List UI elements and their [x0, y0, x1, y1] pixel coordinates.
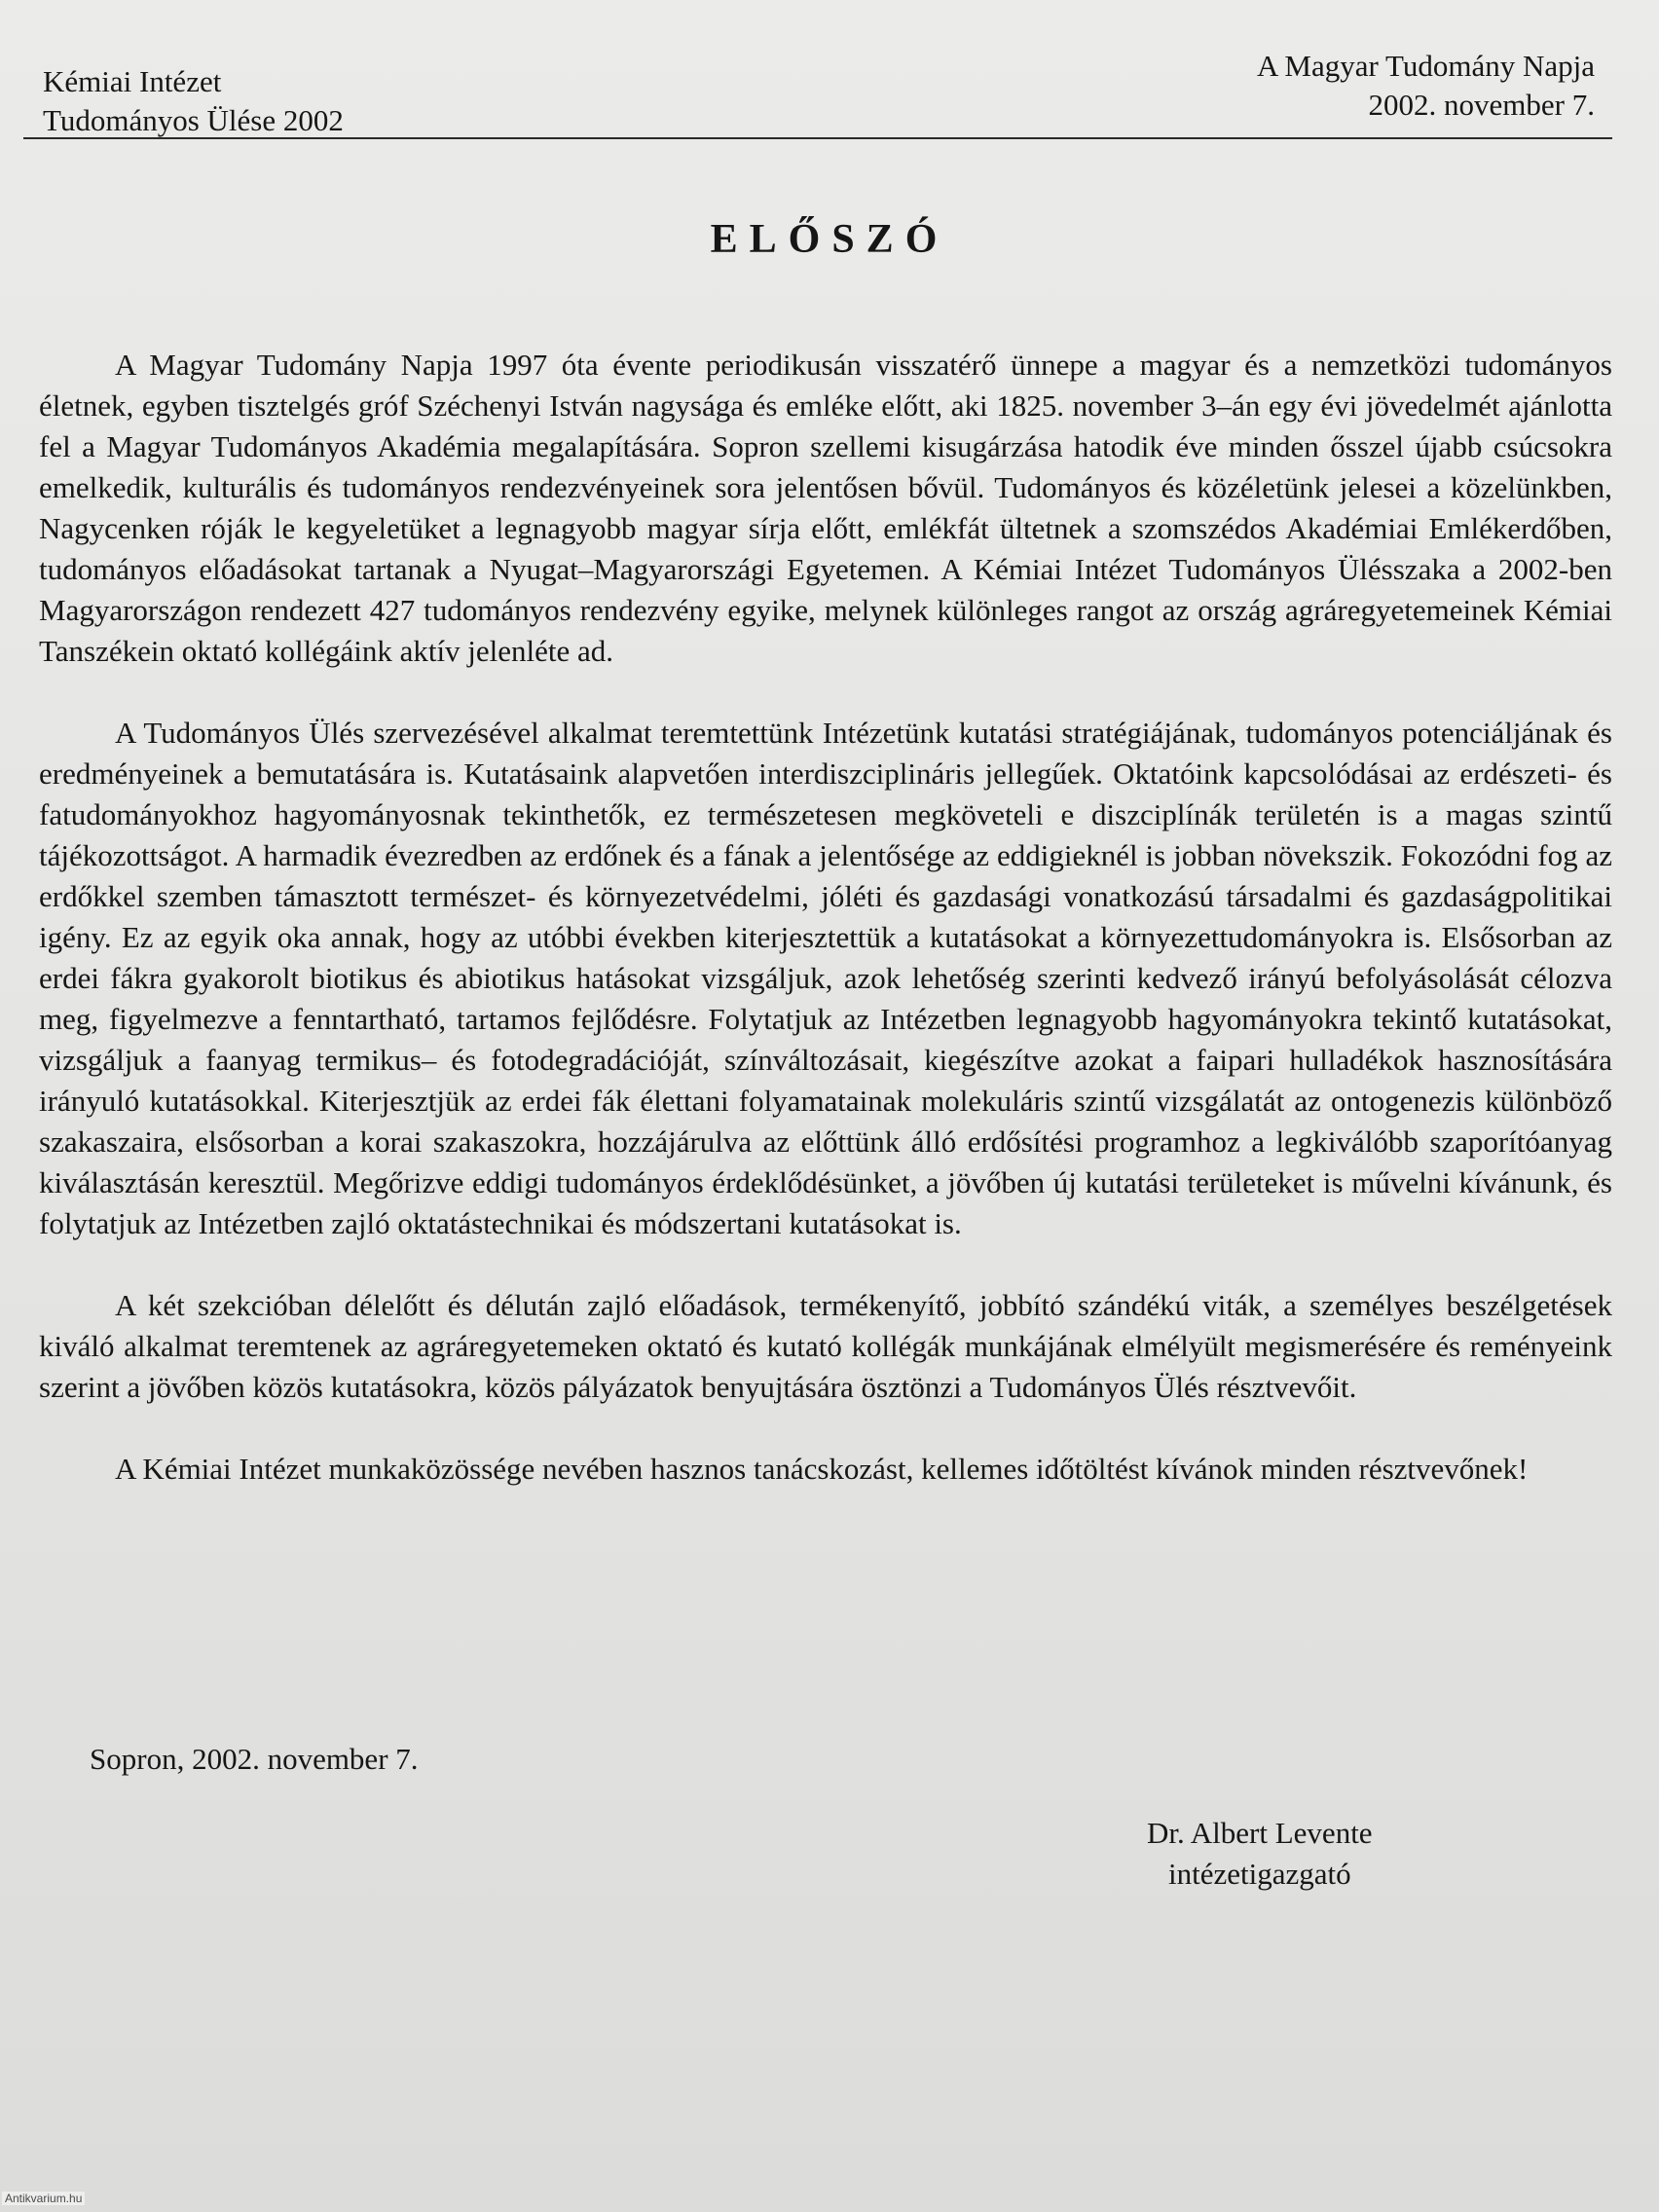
header-left — [43, 62, 344, 140]
header-institute: Kémiai Intézet — [43, 64, 222, 98]
header-right — [1257, 47, 1595, 125]
paragraph-4: A Kémiai Intézet munkaközössége nevében hasznos tanácskozást, kellemes időtöltést kívánok minden résztvevőnek! — [115, 1452, 1529, 1486]
paragraph-2: A Tudományos Ülés szervezésével alkalmat teremtettünk Intézetünk kutatási stratégiájának, tudományos potenciáljának és eredményeinek a bemutatására is. Kutatásaink alapvetően interdiszciplináris jellegűek. Oktatóink kapcsolódásai az erdészeti- és fatudományokhoz hagyományosnak tekinthetők, ez természetesen megköveteli e diszciplínák területén is a magas szintű tájékozottságot. A harmadik évezredben az erdőnek és a fának a jelentősége az eddigieknél is jobban növekszik. Fokozódni fog az erdőkkel szemben támasztott természet- és környezetvédelmi, jóléti és gazdasági vonatkozású társadalmi és gazdaságpolitikai igény. Ez az egyik oka annak, hogy az utóbbi években kiterjesztettük a kutatásokat a környezettudományokra is. Elsősorban az erdei fákra gyakorolt biotikus és abiotikus hatásokat vizsgáljuk, azok lehetőség szerinti kedvező irányú befolyásolását célozva meg, figyelmezve a fenntartható, tartamos fejlődésre. Folytatjuk az Intézetben legnagyobb hagyományokra tekintő kutatásokat, vizsgáljuk a faanyag termikus– és fotodegradációját, színváltozásait, kiegészítve azokat a faipari hulladékok hasznosítására irányuló kutatásokkal. Kiterjesztjük az erdei fák élettani folyamatainak molekuláris szintű vizsgálatát az ontogenezis különböző szakaszaira, elsősorban a korai szakaszokra, hozzájárulva az előttünk álló erdősítési programhoz a legkiválóbb szaporítóanyag kiválasztásán keresztül. Megőrizve eddigi tudományos érdeklődésünket, a jövőben új kutatási területeket is művelni kívánunk, és folytatjuk az Intézetben zajló oktatástechnikai és módszertani kutatásokat is. — [39, 716, 1612, 1240]
foreword-body — [39, 345, 1612, 1530]
header-date: 2002. november 7. — [1368, 88, 1595, 122]
paragraph-3: A két szekcióban délelőtt és délután zajló előadások, termékenyítő, jobbító szándékú viták, a személyes beszélgetések kiváló alkalmat teremtenek az agráregyetemeken oktató és kutató kollégák munkájának elmélyült megismerésére és reményeink szerint a jövőben közös kutatásokra, közös pályázatok benyujtására ösztönzi a Tudományos Ülés résztvevőit. — [39, 1288, 1612, 1404]
header-divider — [23, 137, 1612, 139]
signature-block — [1147, 1813, 1373, 1895]
signature-role: intézetigazgató — [1167, 1857, 1351, 1891]
signature-name: Dr. Albert Levente — [1147, 1816, 1373, 1850]
header-event: A Magyar Tudomány Napja — [1256, 49, 1595, 83]
place-date: Sopron, 2002. november 7. — [90, 1742, 419, 1776]
header-session: Tudományos Ülése 2002 — [43, 103, 344, 137]
watermark-text: Antikvarium.hu — [2, 2192, 85, 2205]
page-title: ELŐSZÓ — [710, 217, 949, 262]
paragraph-1: A Magyar Tudomány Napja 1997 óta évente periodikusán visszatérő ünnepe a magyar és a nemzetközi tudományos életnek, egyben tisztelgés gróf Széchenyi István nagysága és emléke előtt, aki 1825. november 3–án egy évi jövedelmét ajánlotta fel a Magyar Tudományos Akadémia megalapítására. Sopron szellemi kisugárzása hatodik éve minden ősszel újabb csúcsokra emelkedik, kulturális és tudományos rendezvényeinek sora jelentősen bővül. Tudományos és közéletünk jelesei a közelünkben, Nagycenken róják le kegyeletüket a legnagyobb magyar sírja előtt, emlékfát ültetnek a szomszédos Akadémiai Emlékerdőben, tudományos előadásokat tartanak a Nyugat–Magyarországi Egyetemen. A Kémiai Intézet Tudományos Ülésszaka a 2002-ben Magyarországon rendezett 427 tudományos rendezvény egyike, melynek különleges rangot az ország agráregyetemeinek Kémiai Tanszékein oktató kollégáink aktív jelenléte ad. — [39, 348, 1612, 668]
